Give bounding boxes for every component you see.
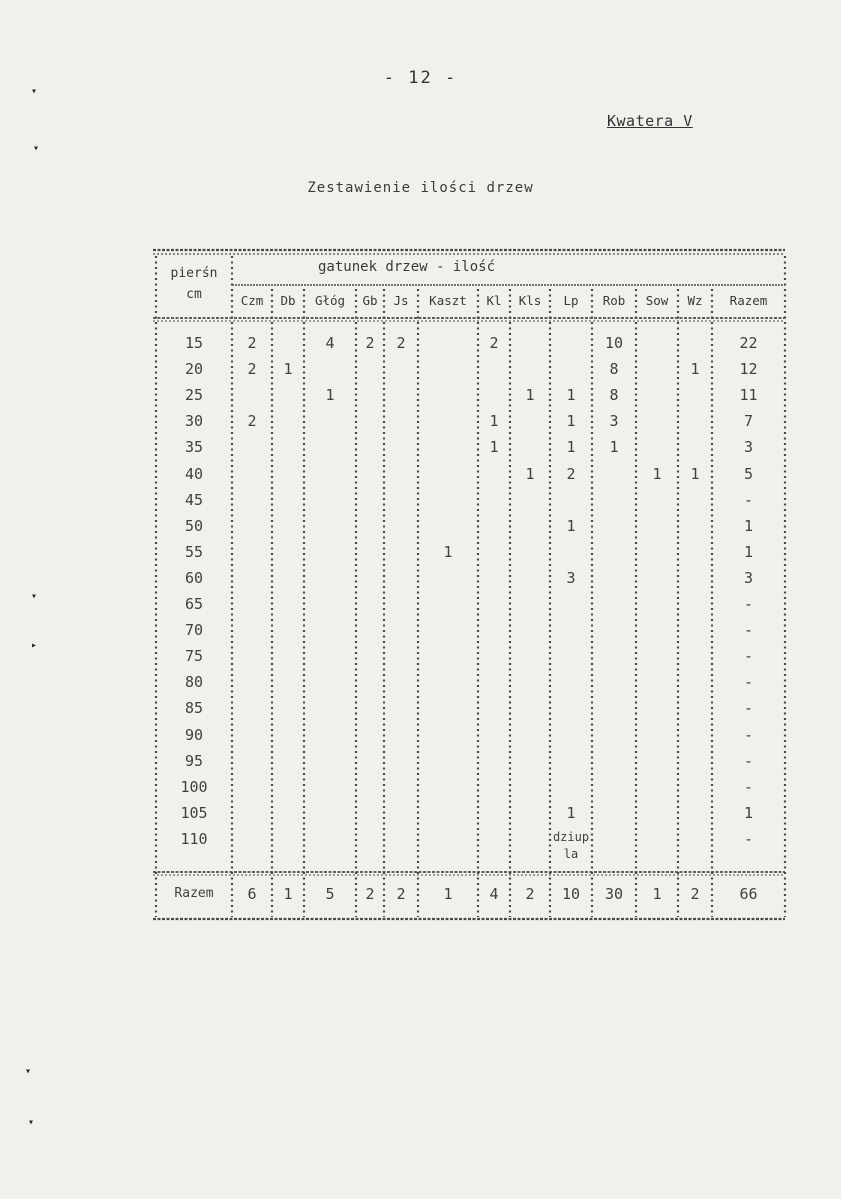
species-header: Sow — [645, 293, 669, 308]
table-cell: 1 — [443, 542, 453, 561]
species-header: Razem — [729, 293, 768, 308]
table-cell: 1 — [690, 360, 700, 379]
margin-mark: ▾ — [31, 86, 38, 97]
table-cell: dziup — [552, 829, 590, 844]
diameter-cell: 40 — [184, 464, 204, 483]
table-cell: 22 — [739, 334, 758, 352]
total-cell: 10 — [561, 885, 581, 903]
margin-mark: ▸ — [31, 640, 38, 651]
species-header: Kls — [518, 293, 542, 308]
table-cell: 1 — [609, 438, 619, 457]
diameter-cell: 95 — [184, 751, 204, 770]
table-cell: - — [743, 725, 754, 744]
diameter-cell: 60 — [184, 568, 204, 587]
table-cell: - — [743, 699, 754, 718]
table-cell: 12 — [739, 360, 758, 379]
species-header: Gb — [362, 293, 378, 308]
diameter-cell: 35 — [184, 438, 204, 457]
total-cell: 1 — [283, 885, 293, 903]
margin-mark: ▾ — [31, 591, 38, 602]
table-cell: 1 — [743, 803, 754, 822]
total-cell: 2 — [690, 885, 700, 903]
table-cell: 1 — [743, 542, 754, 561]
margin-mark: ▾ — [33, 143, 40, 154]
diameter-cell: 30 — [184, 412, 204, 431]
table-cell: 1 — [489, 438, 499, 457]
table-cell: 2 — [489, 334, 499, 352]
diameter-cell: 75 — [184, 647, 204, 666]
table-cell: 3 — [743, 568, 754, 587]
species-header: Kaszt — [429, 293, 467, 308]
page-number: - 12 - — [383, 68, 458, 88]
total-cell: 2 — [396, 885, 406, 903]
table-cell: 2 — [247, 412, 257, 431]
diameter-cell: 105 — [180, 803, 208, 822]
species-header: Db — [280, 293, 296, 308]
table-cell: 1 — [325, 386, 335, 405]
table-cell: 3 — [609, 412, 619, 431]
table-cell: 2 — [247, 360, 257, 379]
document-title: Zestawienie ilości drzew — [307, 180, 534, 196]
table-cell: 1 — [566, 803, 576, 822]
diameter-cell: 50 — [184, 516, 204, 535]
table-cell: 1 — [566, 412, 576, 431]
diameter-cell: 55 — [184, 542, 204, 561]
total-cell: 5 — [325, 885, 335, 903]
table-cell: 1 — [566, 386, 576, 405]
table-cell: 1 — [652, 464, 662, 483]
table-cell: 1 — [525, 386, 535, 405]
table-cell: - — [743, 490, 754, 509]
total-label: Razem — [174, 886, 214, 901]
table-cell: 2 — [247, 334, 257, 352]
table-cell: 8 — [609, 360, 619, 379]
table-cell: 8 — [609, 386, 619, 405]
table-cell: - — [743, 595, 754, 613]
diameter-unit: cm — [186, 287, 202, 302]
diameter-cell: 65 — [184, 595, 204, 613]
table-cell: - — [743, 777, 754, 796]
diameter-cell: 80 — [184, 673, 204, 692]
species-header: Wz — [687, 293, 703, 308]
table-cell: 10 — [604, 334, 624, 352]
table-cell: - — [743, 621, 754, 640]
table-cell: 2 — [365, 334, 375, 352]
diameter-cell: 85 — [184, 699, 204, 718]
diameter-cell: 110 — [180, 829, 208, 848]
table-cell: 2 — [566, 464, 576, 483]
diameter-cell: 15 — [184, 334, 204, 352]
table-cell: 1 — [283, 360, 293, 379]
table-cell: 5 — [743, 464, 754, 483]
species-header: Rob — [602, 293, 626, 308]
margin-mark: ▾ — [25, 1066, 32, 1077]
diameter-cell: 20 — [184, 360, 204, 379]
section-label: Kwatera V — [607, 112, 693, 130]
table-cell: 1 — [566, 516, 576, 535]
table-cell: 3 — [743, 438, 754, 457]
table-cell: la — [563, 846, 579, 861]
total-cell: 30 — [604, 885, 624, 903]
margin-mark: ▾ — [28, 1117, 35, 1128]
species-header: Czm — [240, 293, 264, 308]
total-cell: 1 — [652, 885, 662, 903]
diameter-cell: 90 — [184, 725, 204, 744]
table-cell: 3 — [566, 568, 576, 587]
total-cell: 1 — [443, 885, 453, 903]
table-cell: 1 — [566, 438, 576, 457]
table-cell: 1 — [489, 412, 499, 431]
table-cell: 1 — [690, 464, 700, 483]
species-header: Js — [393, 293, 409, 308]
table-cell: 7 — [743, 412, 754, 431]
table-cell: 1 — [525, 464, 535, 483]
diameter-cell: 25 — [184, 386, 204, 405]
diameter-cell: 100 — [180, 777, 208, 796]
diameter-header: pierśn — [170, 266, 218, 281]
table-cell: 11 — [739, 386, 758, 405]
table-cell: 4 — [325, 334, 335, 352]
species-group-header: gatunek drzew - ilość — [318, 259, 496, 275]
table-cell: - — [743, 829, 754, 848]
species-header: Lp — [563, 293, 579, 308]
total-cell: 2 — [365, 885, 375, 903]
total-cell: 6 — [247, 885, 257, 903]
table-cell: 1 — [743, 516, 754, 535]
total-cell: 66 — [739, 885, 758, 903]
table-cell: 2 — [396, 334, 406, 352]
table-cell: - — [743, 673, 754, 692]
total-cell: 2 — [525, 885, 535, 903]
table-cell: - — [743, 647, 754, 666]
total-cell: 4 — [489, 885, 499, 903]
diameter-cell: 70 — [184, 621, 204, 640]
table-cell: - — [743, 751, 754, 770]
species-header: Głóg — [314, 293, 346, 308]
species-header: Kl — [486, 293, 502, 308]
diameter-cell: 45 — [184, 490, 204, 509]
